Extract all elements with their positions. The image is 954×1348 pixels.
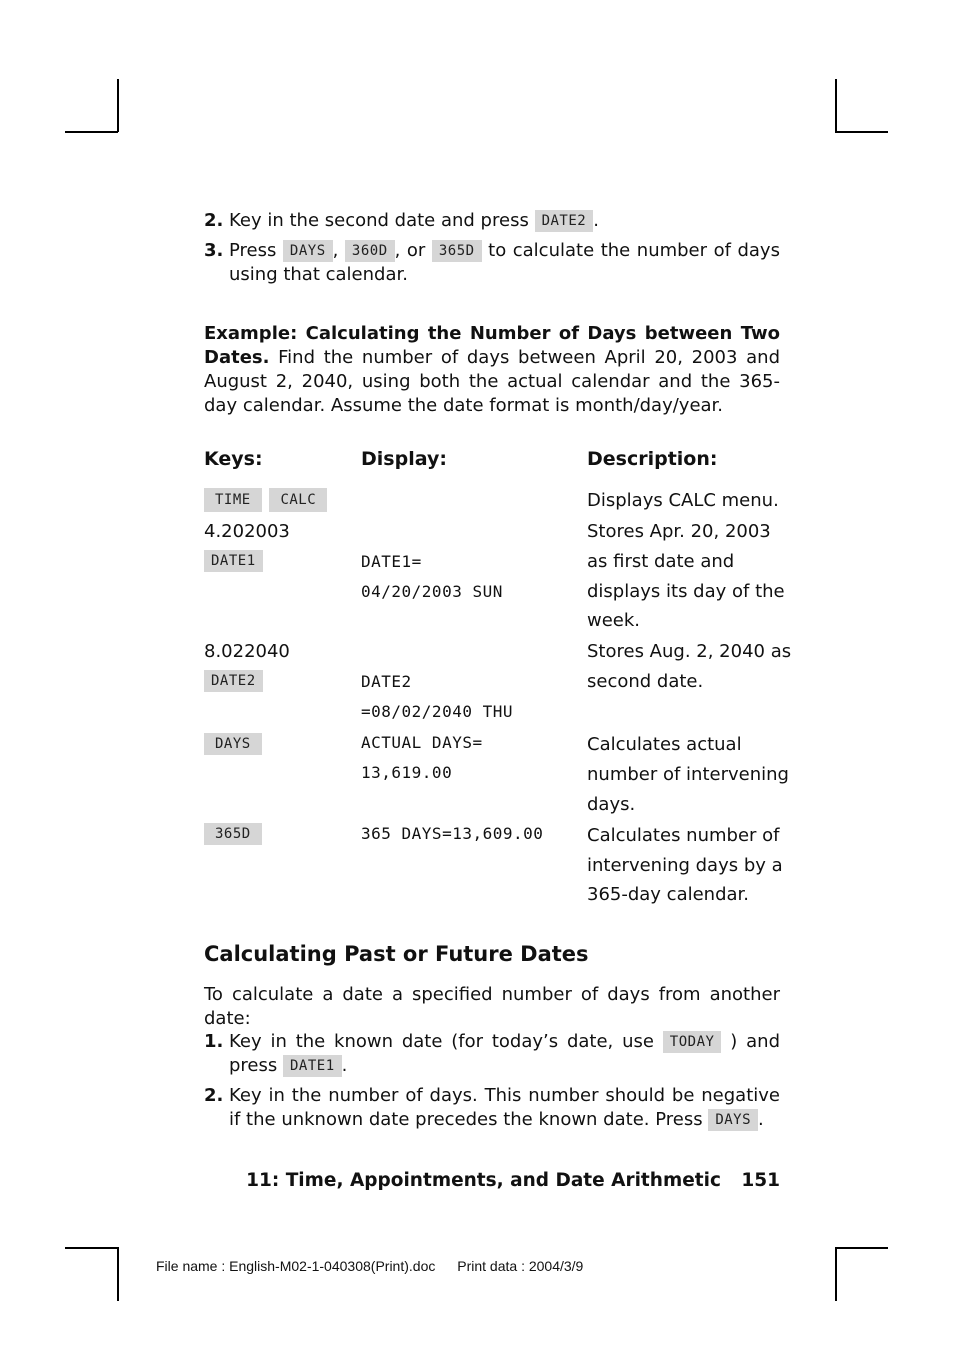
step-text: Key in the second date and press (229, 210, 529, 231)
step-2-bottom (204, 1084, 780, 1132)
table-row-keys (204, 733, 262, 755)
crop-mark-bottom-left-horizontal (65, 1247, 118, 1249)
display-line: 365 DAYS=13,609.00 (361, 824, 544, 843)
365d-key[interactable]: 365D (204, 823, 262, 845)
step-text-end: . (758, 1109, 764, 1130)
step-number: 2. (204, 210, 224, 231)
crop-mark-bottom-left-vertical (117, 1247, 119, 1301)
365d-key[interactable]: 365D (432, 240, 482, 262)
crop-mark-top-right-vertical (835, 79, 837, 132)
days-key[interactable]: DAYS (708, 1109, 758, 1131)
table-row-keys (204, 823, 262, 845)
step-text-end: . (341, 1055, 348, 1076)
table-row-keys (204, 488, 327, 512)
display-line: DATE1= (361, 552, 422, 571)
chapter-title: 11: Time, Appointments, and Date Arithmetic (246, 1170, 721, 1191)
display-line: 13,619.00 (361, 763, 453, 782)
file-info (156, 1258, 583, 1274)
table-row-keys (204, 550, 263, 572)
description-line: displays its day of the (587, 581, 785, 602)
print-date: Print data : 2004/3/9 (457, 1258, 584, 1274)
example-body: Find the number of days between April 20, 2003 and August 2, 2040, using both the actual calendar and the 365-day calendar. Assume the date format is month/day/year. (204, 347, 780, 416)
step-text: Press (229, 240, 277, 261)
description-line: number of intervening (587, 764, 789, 785)
display-header: Display: (361, 448, 447, 470)
step-1-bottom (204, 1030, 780, 1078)
display-line: =08/02/2040 THU (361, 702, 513, 721)
step-text-mid: ) and press (229, 1031, 780, 1076)
step-number: 2. (204, 1085, 224, 1106)
entry-value: 8.022040 (204, 641, 290, 662)
step-number: 1. (204, 1031, 224, 1052)
display-line: 04/20/2003 SUN (361, 582, 503, 601)
description-header: Description: (587, 448, 718, 470)
date1-key[interactable]: DATE1 (204, 550, 263, 572)
crop-mark-bottom-right-vertical (835, 1247, 837, 1301)
description-line: 365-day calendar. (587, 884, 750, 905)
description-line: intervening days by a (587, 855, 783, 876)
step-text: Key in the known date (for today’s date, use (229, 1031, 654, 1052)
date2-key[interactable]: DATE2 (535, 210, 594, 232)
description-line: Stores Aug. 2, 2040 as (587, 641, 792, 662)
description-line: Calculates actual (587, 734, 742, 755)
table-row-keys (204, 670, 263, 692)
date2-key[interactable]: DATE2 (204, 670, 263, 692)
section-intro: To calculate a date a specified number of days from another date: (204, 984, 780, 1029)
days-key[interactable]: DAYS (204, 733, 262, 755)
step-3-top (204, 239, 780, 287)
description-line: as first date and (587, 551, 735, 572)
section-heading: Calculating Past or Future Dates (204, 942, 589, 966)
time-key[interactable]: TIME (204, 488, 262, 512)
file-name: File name : English-M02-1-040308(Print).doc (156, 1258, 436, 1274)
date1-key[interactable]: DATE1 (283, 1055, 342, 1077)
description-line: days. (587, 794, 636, 815)
step-2-top (204, 209, 780, 233)
example-title: Example: Calculating the Number of Days between Two Dates. (204, 323, 780, 368)
example-paragraph (204, 322, 780, 418)
step-number: 3. (204, 240, 224, 261)
crop-mark-top-left-horizontal (65, 131, 118, 133)
separator: , (332, 240, 339, 261)
today-key[interactable]: TODAY (663, 1031, 722, 1053)
separator: , or (394, 240, 426, 261)
display-line: ACTUAL DAYS= (361, 733, 483, 752)
step-text: Key in the number of days. This number should be negative if the unknown date precedes the known date. Press (229, 1085, 780, 1130)
360d-key[interactable]: 360D (345, 240, 395, 262)
description-line: Stores Apr. 20, 2003 (587, 521, 771, 542)
display-line: DATE2 (361, 672, 412, 691)
description-line: second date. (587, 671, 704, 692)
days-key[interactable]: DAYS (283, 240, 333, 262)
description-line: Displays CALC menu. (587, 490, 779, 511)
step-text-end: . (593, 210, 599, 231)
description-line: Calculates number of (587, 825, 780, 846)
crop-mark-bottom-right-horizontal (835, 1247, 888, 1249)
crop-mark-top-left-vertical (117, 79, 119, 132)
keys-header: Keys: (204, 448, 263, 470)
step-text-end: to calculate the number of days using that calendar. (229, 240, 780, 285)
page-number: 151 (741, 1170, 780, 1191)
description-line: week. (587, 610, 641, 631)
crop-mark-top-right-horizontal (835, 131, 888, 133)
page-footer (246, 1170, 780, 1191)
entry-value: 4.202003 (204, 521, 290, 542)
calc-key[interactable]: CALC (269, 488, 327, 512)
